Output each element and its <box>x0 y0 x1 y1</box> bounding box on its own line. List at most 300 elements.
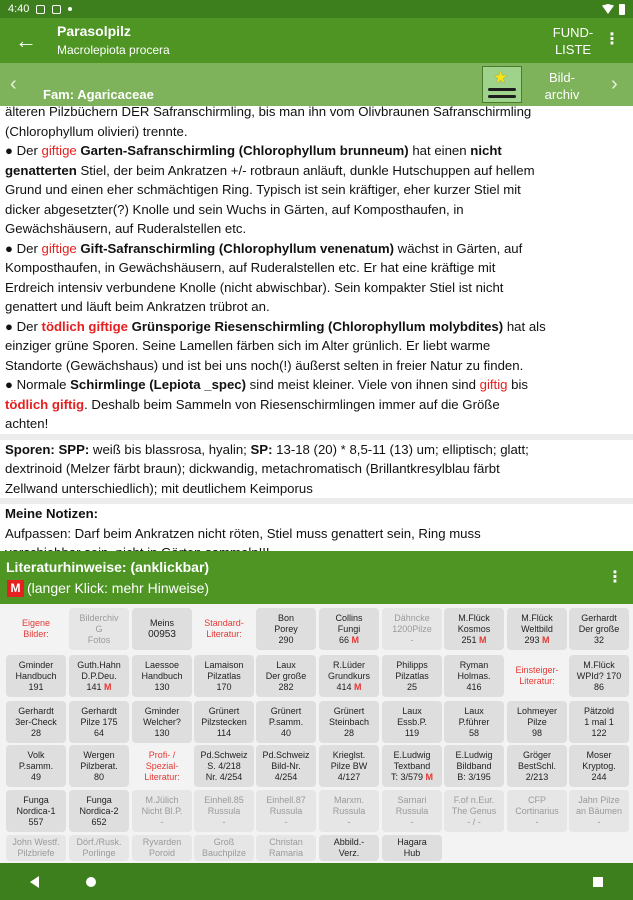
literature-book-button[interactable] <box>132 790 192 832</box>
book-line: 130 <box>154 727 170 738</box>
book-line: Jahn Pilze <box>578 794 620 805</box>
literature-book-button[interactable] <box>319 790 379 832</box>
previous-chevron-icon[interactable]: ‹ <box>10 73 17 95</box>
book-line: Volk <box>27 749 45 760</box>
text-line <box>5 414 628 434</box>
book-line: Literatur: <box>519 676 555 686</box>
book-line: Guth.Hahn <box>77 659 121 670</box>
literature-book-button[interactable] <box>319 608 379 650</box>
literature-book-button[interactable] <box>507 608 567 650</box>
book-line: Ramaria <box>268 848 303 858</box>
book-line: Wergen <box>83 749 115 760</box>
book-line <box>86 682 111 693</box>
book-line: Nordica-1 <box>16 805 56 816</box>
literature-book-button[interactable] <box>256 608 316 650</box>
book-line: Steinbach <box>328 716 370 727</box>
description-scroll[interactable] <box>0 106 633 550</box>
navigation-bar <box>0 863 633 900</box>
book-line: Textband <box>393 760 431 771</box>
wifi-icon <box>602 4 614 14</box>
book-line <box>336 682 361 693</box>
book-line: 28 <box>30 727 41 738</box>
book-line: 282 <box>278 681 294 692</box>
text-segment: bis <box>507 377 529 392</box>
book-line: Profi- / <box>148 749 176 760</box>
text-line <box>5 200 628 220</box>
book-line: Gminder <box>144 705 180 716</box>
book-line: Spezial- <box>145 760 179 771</box>
book-line: D.P.Deu. <box>81 670 117 681</box>
book-line: Laux <box>464 705 484 716</box>
literature-book-button[interactable] <box>6 655 66 697</box>
book-line: Moser <box>586 749 612 760</box>
literature-book-button[interactable] <box>569 655 629 697</box>
bildarchiv-label-2: archiv <box>544 87 580 102</box>
book-line: Lohmeyer <box>516 705 558 716</box>
literature-book-button[interactable] <box>382 790 442 832</box>
book-line: Kosmos <box>457 623 491 634</box>
literature-book-button[interactable] <box>444 745 504 787</box>
book-line: - <box>597 816 601 827</box>
text-segment: Stiel, der beim Ankratzen +/- rotbraun anläuft, dunkle Hutschuppen auf hellem <box>76 162 535 178</box>
book-line: M.Flück <box>583 659 615 670</box>
literature-header[interactable] <box>0 551 633 604</box>
book-line: Laux <box>402 705 422 716</box>
book-line: Cortinarius <box>515 805 559 816</box>
book-line: S. 4/218 <box>207 760 241 771</box>
page-subtitle: Macrolepiota procera <box>57 43 170 57</box>
book-line: Pilzatlas <box>395 670 429 681</box>
literature-book-button[interactable] <box>132 701 192 743</box>
overflow-menu-icon[interactable]: ⋮ <box>604 31 620 48</box>
text-line <box>5 395 628 415</box>
text-segment: . Deshalb beim Sammeln von Riesenschirmlingen immer auf die Größe <box>84 396 500 412</box>
text-segment: 13-18 (20) * 8,5-11 (13) um; elliptisch; glatt; <box>272 441 529 457</box>
literature-book-button[interactable] <box>382 608 442 650</box>
book-line: - <box>410 816 414 827</box>
literature-book-button[interactable] <box>194 701 254 743</box>
book-line: Christan <box>269 837 303 847</box>
book-line: Einhell.87 <box>266 794 306 805</box>
nav-back-icon[interactable] <box>30 876 39 888</box>
book-line: 652 <box>91 816 107 827</box>
literature-book-button[interactable] <box>256 701 316 743</box>
nav-home-icon[interactable] <box>86 877 96 887</box>
book-line: Literatur: <box>206 629 242 639</box>
text-segment: giftig <box>479 377 508 392</box>
text-segment: Komposthaufen, in Gewächshäusern, auf Ruderalstellen etc. Er hat eine kräftige mit <box>5 260 496 275</box>
literature-book-button[interactable] <box>507 790 567 832</box>
fund-liste-label-1: FUND- <box>552 25 594 40</box>
notes-title: Meine Notizen: <box>5 506 99 521</box>
book-line: 58 <box>468 727 479 738</box>
book-line: Russula <box>332 805 366 816</box>
book-line: F.of n.Eur. <box>453 794 495 805</box>
literature-book-button[interactable] <box>444 790 504 832</box>
text-line <box>5 102 628 122</box>
text-segment: Gift-Safranschirmling (Chlorophyllum venenatum) <box>76 240 395 256</box>
notes-line: Aufpassen: Darf beim Ankratzen nicht röten, Stiel muss genattert sein, Ring muss <box>5 525 481 541</box>
book-line: 191 <box>28 681 44 692</box>
literature-book-button[interactable] <box>319 835 379 861</box>
book-line: Gerhardt <box>581 612 617 623</box>
text-line <box>5 122 628 142</box>
book-line-text: 414 <box>336 681 355 692</box>
literature-book-button[interactable] <box>194 745 254 787</box>
book-line: Hagara <box>397 837 427 847</box>
text-segment: giftige <box>41 240 77 256</box>
book-line: an Bäumen <box>575 805 623 816</box>
literature-book-button[interactable] <box>569 745 629 787</box>
text-line <box>5 317 628 337</box>
text-line <box>5 356 628 376</box>
battery-icon <box>619 4 625 15</box>
book-line: R.Lüder <box>332 659 366 670</box>
book-line: Grünert <box>208 705 240 716</box>
book-line: Literatur: <box>144 771 180 782</box>
literature-book-button[interactable] <box>69 790 129 832</box>
key-dex-icon[interactable] <box>482 66 522 103</box>
book-line: 119 <box>404 727 420 738</box>
m-marker: M <box>479 634 487 645</box>
description-text <box>0 102 633 434</box>
literature-hint: (langer Klick: mehr Hinweise) <box>27 580 210 596</box>
literature-book-button[interactable] <box>6 745 66 787</box>
m-marker: M <box>351 634 359 645</box>
literature-book-button[interactable] <box>69 655 129 697</box>
book-line: 40 <box>280 727 291 738</box>
book-line: 64 <box>93 727 104 738</box>
book-line: Poroid <box>148 848 175 858</box>
status-bar <box>0 0 633 18</box>
book-line: The Genus <box>451 805 497 816</box>
literature-book-button[interactable] <box>569 608 629 650</box>
fund-liste-label-2: LISTE <box>554 42 592 57</box>
book-line <box>524 635 549 646</box>
text-segment: hat einen <box>408 143 471 158</box>
literature-book-button[interactable] <box>6 790 66 832</box>
text-segment: Standorte (Gewächshaus) und ist bei uns noch(!) äußerst selten in freier Natur zu finden. <box>5 357 524 373</box>
knife-icon <box>488 95 516 98</box>
m-marker: M <box>104 681 112 692</box>
back-arrow-icon[interactable]: ← <box>15 28 37 53</box>
text-segment: achten! <box>5 416 49 431</box>
book-line: 00953 <box>148 629 176 640</box>
book-line: Hub <box>403 848 421 858</box>
literature-book-button[interactable] <box>507 701 567 743</box>
m-marker: M <box>542 634 550 645</box>
book-line: Nr. 4/254 <box>205 771 243 782</box>
book-line: WPId? 170 <box>576 670 622 681</box>
literature-book-button[interactable] <box>194 790 254 832</box>
grid-section-label <box>194 608 254 650</box>
book-line: Pd.Schweiz <box>262 749 310 760</box>
book-line: Holmas. <box>457 670 491 681</box>
book-line: 114 <box>216 727 232 738</box>
text-line <box>5 180 628 200</box>
book-line: Pilzbriefe <box>17 848 55 858</box>
literature-book-button[interactable] <box>69 701 129 743</box>
literature-book-button[interactable] <box>382 701 442 743</box>
literature-book-button[interactable] <box>444 701 504 743</box>
literature-book-button[interactable] <box>69 835 129 861</box>
book-line: 290 <box>278 634 294 645</box>
fund-liste-button[interactable] <box>545 24 601 58</box>
book-line: M.Flück <box>521 612 553 623</box>
book-line: Pilze <box>527 716 547 727</box>
text-segment: Grünsporige Riesenschirmling (Chlorophyllum molybdites) <box>128 318 504 334</box>
book-line: John Westf. <box>12 837 60 847</box>
book-line: Dähncke <box>394 612 430 623</box>
book-line: Gerhardt <box>18 705 54 716</box>
text-segment: einziger grüne Sporen. Seine Lamellen färben sich im Alter grünlich. Er liebt warme <box>5 338 491 353</box>
book-line: Russula <box>395 805 429 816</box>
book-line: P.samm. <box>268 716 304 727</box>
text-segment: nicht <box>470 143 502 158</box>
book-line-text: 251 <box>461 634 480 645</box>
book-line <box>339 635 359 646</box>
text-segment: ● Der <box>5 143 42 158</box>
book-line: Bilder: <box>23 629 49 639</box>
overflow-menu-icon[interactable]: ⋮ <box>607 569 623 586</box>
book-line: 122 <box>591 727 607 738</box>
text-line <box>5 297 628 317</box>
text-segment: Garten-Safranschirmling (Chlorophyllum brunneum) <box>76 143 409 158</box>
text-segment: ● Der <box>5 318 42 334</box>
book-line: Nicht Bl.P. <box>141 805 183 816</box>
book-line: Ryman <box>459 659 489 670</box>
book-line: E.Ludwig <box>455 749 493 760</box>
literature-book-button[interactable] <box>132 608 192 650</box>
literature-book-button[interactable] <box>194 655 254 697</box>
book-line: 416 <box>466 681 482 692</box>
literature-book-button[interactable] <box>444 608 504 650</box>
book-line: Weltbild <box>521 623 553 634</box>
book-line: Groß <box>213 837 235 847</box>
book-line: 130 <box>154 681 170 692</box>
book-line: Nordica-2 <box>79 805 119 816</box>
dot-icon <box>68 7 72 11</box>
book-line: Dörf./Rusk. <box>76 837 122 847</box>
knife-icon <box>488 88 516 91</box>
book-line: 1 mal 1 <box>584 716 614 727</box>
literature-book-button[interactable] <box>507 745 567 787</box>
text-line <box>5 479 628 499</box>
literature-book-button[interactable] <box>444 655 504 697</box>
book-line: Laessoe <box>144 659 180 670</box>
text-line <box>5 278 628 298</box>
m-marker: M <box>354 681 362 692</box>
literature-book-button[interactable] <box>319 745 379 787</box>
literature-grid <box>0 604 633 863</box>
book-line: - <box>410 634 414 645</box>
text-segment: giftige <box>41 143 77 158</box>
book-line-text: 293 <box>524 634 543 645</box>
star-icon: ★ <box>493 68 509 87</box>
book-line: Pilzstecken <box>201 716 247 727</box>
literature-book-button[interactable] <box>6 835 66 861</box>
book-line: CFP <box>528 794 546 805</box>
m-badge: M <box>7 580 24 597</box>
spores-section <box>0 440 633 499</box>
book-line: Abbild.- <box>333 837 365 847</box>
book-line: 25 <box>406 681 417 692</box>
book-line: Einsteiger- <box>515 665 559 675</box>
book-line: Fungi <box>337 623 361 634</box>
book-line: 4/254 <box>274 771 298 782</box>
text-segment: dicker abgesetzter(?) Knolle und sein Wuchs in Gärten, auf Komposthaufen, in <box>5 201 464 217</box>
book-line: Bildband <box>456 760 492 771</box>
literature-book-button[interactable] <box>6 701 66 743</box>
book-line: 557 <box>28 816 44 827</box>
book-line: Essb.P. <box>397 716 427 727</box>
text-segment: ● Normale <box>5 377 71 392</box>
book-line: Standard- <box>204 618 244 628</box>
text-segment: Erdreich intensiv verbundene Knolle (nicht abwischbar). Sein kompakter Stiel ist nicht <box>5 279 504 295</box>
text-segment: wächst in Gärten, auf <box>394 240 523 256</box>
book-line: Meins <box>149 618 174 628</box>
book-line: Philipps <box>396 659 428 670</box>
book-line: Gröger <box>522 749 551 760</box>
literature-book-button[interactable] <box>69 745 129 787</box>
book-line: Pilze BW <box>330 760 368 771</box>
book-line: 170 <box>216 681 232 692</box>
book-line: 80 <box>93 771 104 782</box>
book-line: Russula <box>207 805 241 816</box>
text-line <box>5 219 628 239</box>
literature-book-button[interactable] <box>319 701 379 743</box>
book-line: Sarnari <box>397 794 427 805</box>
text-segment: ● Der <box>5 240 42 256</box>
book-line: Bauchpilze <box>201 848 247 858</box>
literature-book-button[interactable] <box>69 608 129 650</box>
book-line: M.Flück <box>458 612 490 623</box>
literature-book-button[interactable] <box>194 835 254 861</box>
book-line: M.Jülich <box>145 794 179 805</box>
literature-book-button[interactable] <box>382 835 442 861</box>
text-segment: älteren Pilzbüchern DER Safranschirmling, bis man ihn vom Olivbraunen Safranschirmling <box>5 104 532 119</box>
text-segment: Zellwand unterschiedlich); mit deutlichem Keimporus <box>5 480 313 496</box>
literature-book-button[interactable] <box>569 701 629 743</box>
book-line: Ryvarden <box>142 837 182 847</box>
literature-title: Literaturhinweise: (anklickbar) <box>6 559 210 575</box>
book-line: Handbuch <box>15 670 57 681</box>
next-chevron-icon[interactable]: › <box>611 73 618 95</box>
grid-section-label <box>507 655 567 697</box>
book-line: Gerhardt <box>81 705 117 716</box>
literature-book-button[interactable] <box>256 745 316 787</box>
m-marker: M <box>425 771 434 782</box>
book-line: - <box>160 816 164 827</box>
text-segment: Gewächshäusern, auf Ruderalstellen etc. <box>5 221 247 236</box>
book-line <box>391 772 433 783</box>
literature-book-button[interactable] <box>382 655 442 697</box>
text-segment: genatterten <box>5 162 77 178</box>
book-line: Welcher? <box>143 716 181 727</box>
book-line: Gminder <box>18 659 54 670</box>
book-line: 28 <box>343 727 354 738</box>
book-line: 3er-Check <box>15 716 57 727</box>
book-line: Grundkurs <box>327 670 371 681</box>
literature-book-button[interactable] <box>382 745 442 787</box>
book-line: Pilze 175 <box>80 716 118 727</box>
text-line <box>5 161 628 181</box>
text-segment: genattert und läuft beim Ankratzen trübrot an. <box>5 299 270 314</box>
text-line <box>5 336 628 356</box>
book-line: Funga <box>86 794 112 805</box>
book-line-text: 66 <box>338 634 352 645</box>
notification-icon <box>36 5 45 14</box>
book-line: Laux <box>276 659 296 670</box>
family-bar <box>0 63 633 106</box>
book-line: Handbuch <box>141 670 183 681</box>
nav-recents-icon[interactable] <box>593 877 603 887</box>
literature-book-button[interactable] <box>256 835 316 861</box>
page-title: Parasolpilz <box>57 23 131 39</box>
book-line: 2/213 <box>525 771 549 782</box>
literature-book-button[interactable] <box>569 790 629 832</box>
book-line: Funga <box>23 794 49 805</box>
book-line: Verz. <box>338 848 360 858</box>
grid-section-label <box>132 745 192 787</box>
book-line: G <box>95 623 103 634</box>
book-line: - <box>347 816 351 827</box>
book-line: Einhell.85 <box>204 794 244 805</box>
literature-book-button[interactable] <box>256 655 316 697</box>
text-line <box>5 440 628 460</box>
grid-section-label <box>6 608 66 650</box>
book-line: 4/127 <box>337 771 361 782</box>
text-line <box>5 375 628 395</box>
book-line: - / - <box>467 816 481 827</box>
book-line: Bon <box>277 612 294 623</box>
literature-book-button[interactable] <box>319 655 379 697</box>
book-line: - <box>222 816 226 827</box>
book-line: BestSchl. <box>517 760 557 771</box>
book-line: Russula <box>269 805 303 816</box>
screenshot-icon <box>52 5 61 14</box>
text-line <box>5 258 628 278</box>
text-line <box>5 141 628 161</box>
book-line: 86 <box>593 681 604 692</box>
literature-book-button[interactable] <box>256 790 316 832</box>
book-line: Bild-Nr. <box>271 760 301 771</box>
text-segment: tödlich giftig <box>5 396 85 412</box>
book-line: E.Ludwig <box>393 749 431 760</box>
literature-book-button[interactable] <box>132 655 192 697</box>
book-line: P.führer <box>458 716 490 727</box>
book-line: Kryptog. <box>582 760 616 771</box>
book-line: - <box>284 816 288 827</box>
book-line: Marxm. <box>334 794 364 805</box>
text-segment: weiß bis blassrosa, hyalin; <box>89 441 251 457</box>
bildarchiv-label-1: Bild- <box>548 70 575 85</box>
book-line: Eigene <box>21 618 51 628</box>
text-segment: Sporen: SPP: <box>5 441 90 457</box>
text-segment: dextrinoid (Melzer färbt braun); dickwandig, metachromatisch (Brillantkresylblau färbt <box>5 461 500 476</box>
book-line: 98 <box>531 727 542 738</box>
clock: 4:40 <box>8 3 30 15</box>
book-line: B: 3/195 <box>457 771 491 782</box>
book-line: Krieglst. <box>332 749 366 760</box>
literature-book-button[interactable] <box>132 835 192 861</box>
book-line: Grünert <box>270 705 302 716</box>
book-line: Bilderchiv <box>79 612 119 623</box>
book-line: Lamaison <box>204 659 244 670</box>
bildarchiv-button[interactable] <box>540 69 584 103</box>
book-line: Der große <box>265 670 307 681</box>
book-line: Grünert <box>333 705 365 716</box>
